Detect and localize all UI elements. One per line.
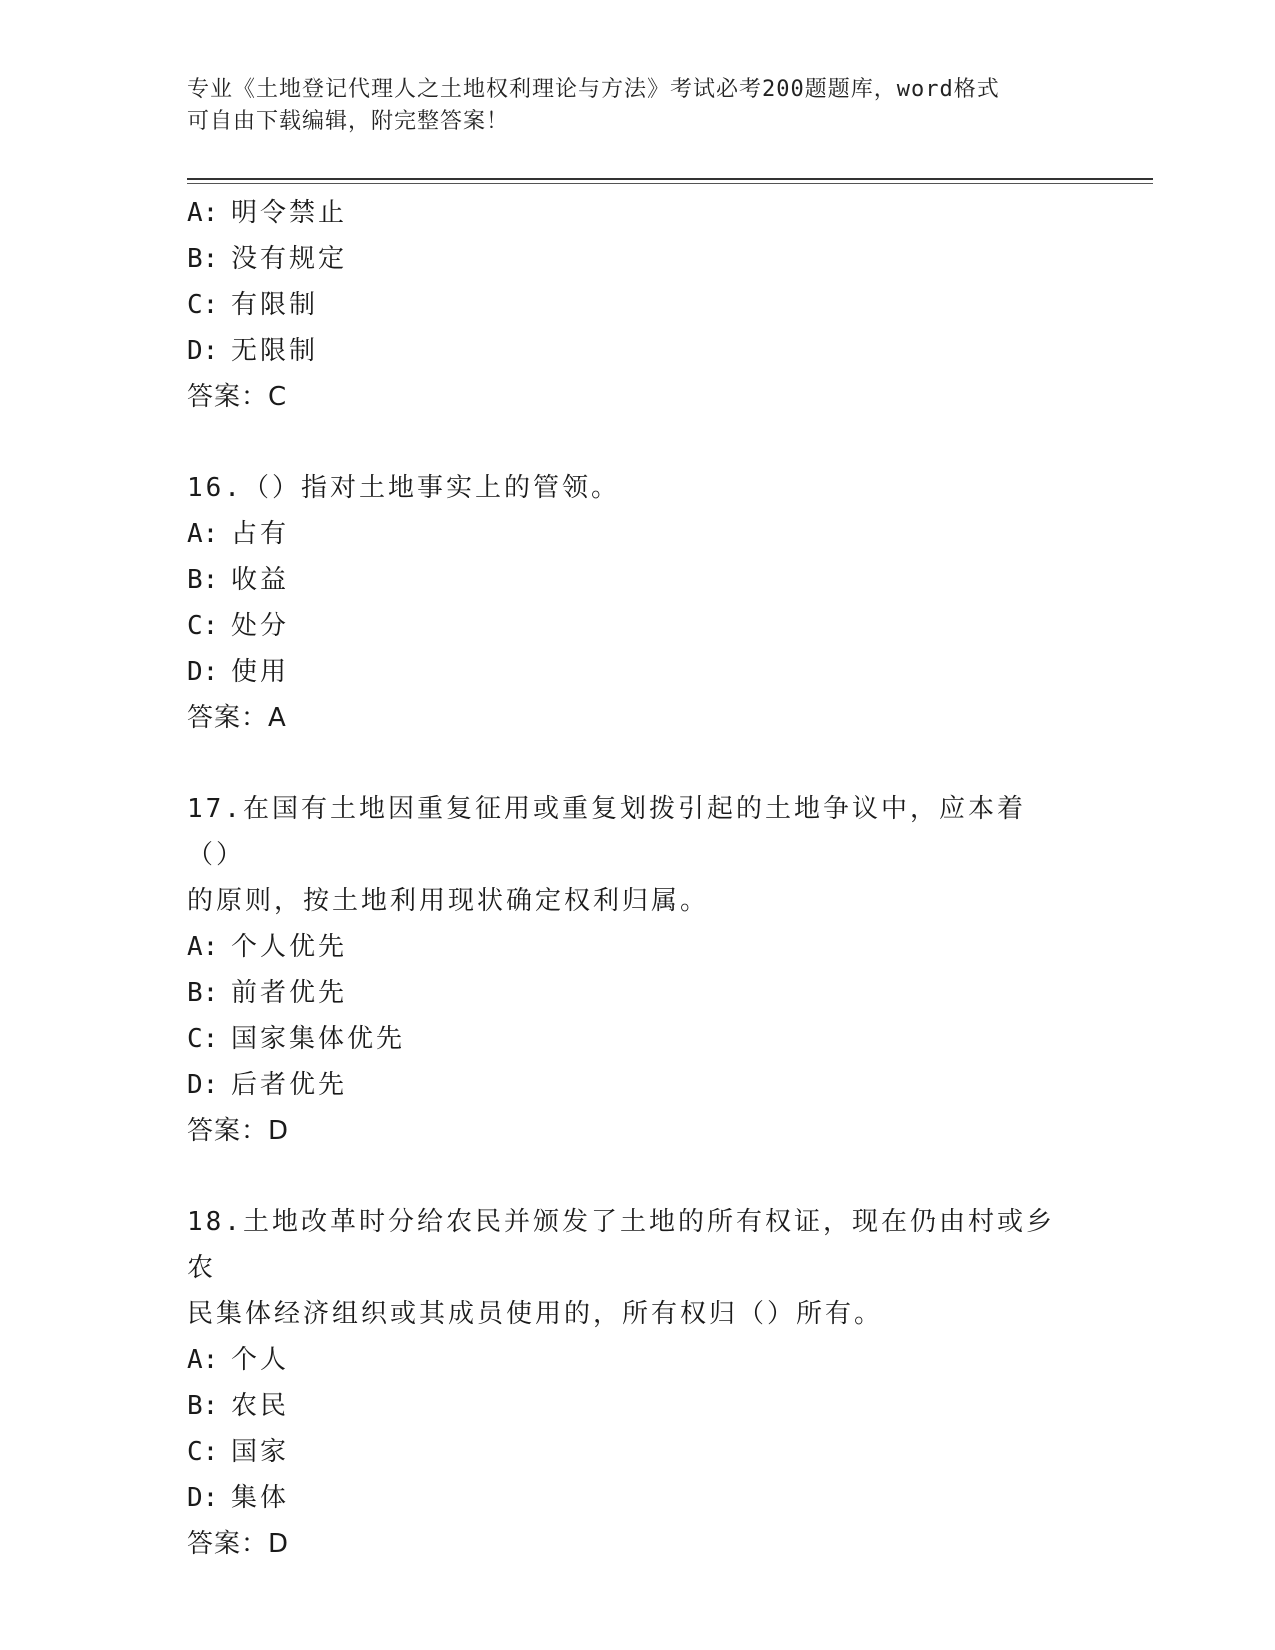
question-17: [187, 786, 1087, 1154]
header-line-2: 可自由下载编辑，附完整答案！: [187, 109, 510, 134]
option-text: 后者优先: [231, 1070, 348, 1100]
option-text: 国家集体优先: [231, 1024, 406, 1054]
option-text: 无限制: [231, 336, 319, 366]
option-d: [187, 328, 1087, 374]
option-b: [187, 236, 1087, 282]
option-text: 占有: [231, 519, 290, 549]
option-letter: C:: [187, 290, 219, 320]
option-letter: C:: [187, 1437, 219, 1467]
question-list: [187, 190, 1087, 1567]
option-text: 集体: [231, 1483, 290, 1513]
option-letter: B:: [187, 565, 219, 595]
option-text: 收益: [231, 565, 290, 595]
question-stem-line: 16.（）指对土地事实上的管领。: [187, 473, 620, 503]
question-stem-line: 17.在国有土地因重复征用或重复划拨引起的土地争议中，应本着（）: [187, 794, 1026, 870]
option-c: [187, 1016, 1087, 1062]
question-stem-line: 18.土地改革时分给农民并颁发了土地的所有权证，现在仍由村或乡农: [187, 1207, 1055, 1283]
option-letter: D:: [187, 657, 219, 687]
question-18: [187, 1199, 1087, 1567]
option-letter: C:: [187, 611, 219, 641]
option-letter: C:: [187, 1024, 219, 1054]
option-letter: B:: [187, 1391, 219, 1421]
answer-line: 答案：D: [187, 1529, 290, 1559]
option-c: [187, 282, 1087, 328]
option-text: 个人: [231, 1345, 290, 1375]
option-text: 使用: [231, 657, 290, 687]
question-stem: [187, 786, 1067, 924]
question-fragment: [187, 190, 1087, 420]
option-a: [187, 190, 1087, 236]
question-stem: [187, 465, 1067, 511]
question-stem: [187, 1199, 1067, 1337]
option-d: [187, 1062, 1087, 1108]
option-text: 处分: [231, 611, 290, 641]
option-text: 个人优先: [231, 932, 348, 962]
option-c: [187, 603, 1087, 649]
question-16: [187, 465, 1087, 741]
option-text: 没有规定: [231, 244, 348, 274]
option-letter: B:: [187, 244, 219, 274]
option-b: [187, 1383, 1087, 1429]
option-letter: A:: [187, 519, 219, 549]
option-b: [187, 970, 1087, 1016]
header-line-1: 专业《土地登记代理人之土地权利理论与方法》考试必考200题题库，word格式: [187, 77, 1000, 102]
option-letter: A:: [187, 198, 219, 228]
answer-line: 答案：A: [187, 703, 287, 733]
option-a: [187, 1337, 1087, 1383]
option-b: [187, 557, 1087, 603]
option-letter: A:: [187, 932, 219, 962]
question-stem-line: 的原则，按土地利用现状确定权利归属。: [187, 886, 710, 916]
document-header: [187, 74, 1087, 138]
option-text: 有限制: [231, 290, 319, 320]
option-text: 明令禁止: [231, 198, 348, 228]
option-a: [187, 511, 1087, 557]
header-divider-thin: [187, 183, 1153, 184]
option-letter: D:: [187, 1483, 219, 1513]
answer-line: 答案：D: [187, 1116, 290, 1146]
question-stem-line: 民集体经济组织或其成员使用的，所有权归（）所有。: [187, 1299, 884, 1329]
option-d: [187, 1475, 1087, 1521]
option-letter: D:: [187, 1070, 219, 1100]
option-letter: A:: [187, 1345, 219, 1375]
answer-line: 答案：C: [187, 382, 288, 412]
header-divider-thick: [187, 178, 1153, 180]
option-text: 前者优先: [231, 978, 348, 1008]
option-letter: B:: [187, 978, 219, 1008]
option-text: 农民: [231, 1391, 290, 1421]
option-a: [187, 924, 1087, 970]
option-c: [187, 1429, 1087, 1475]
option-letter: D:: [187, 336, 219, 366]
option-d: [187, 649, 1087, 695]
option-text: 国家: [231, 1437, 290, 1467]
